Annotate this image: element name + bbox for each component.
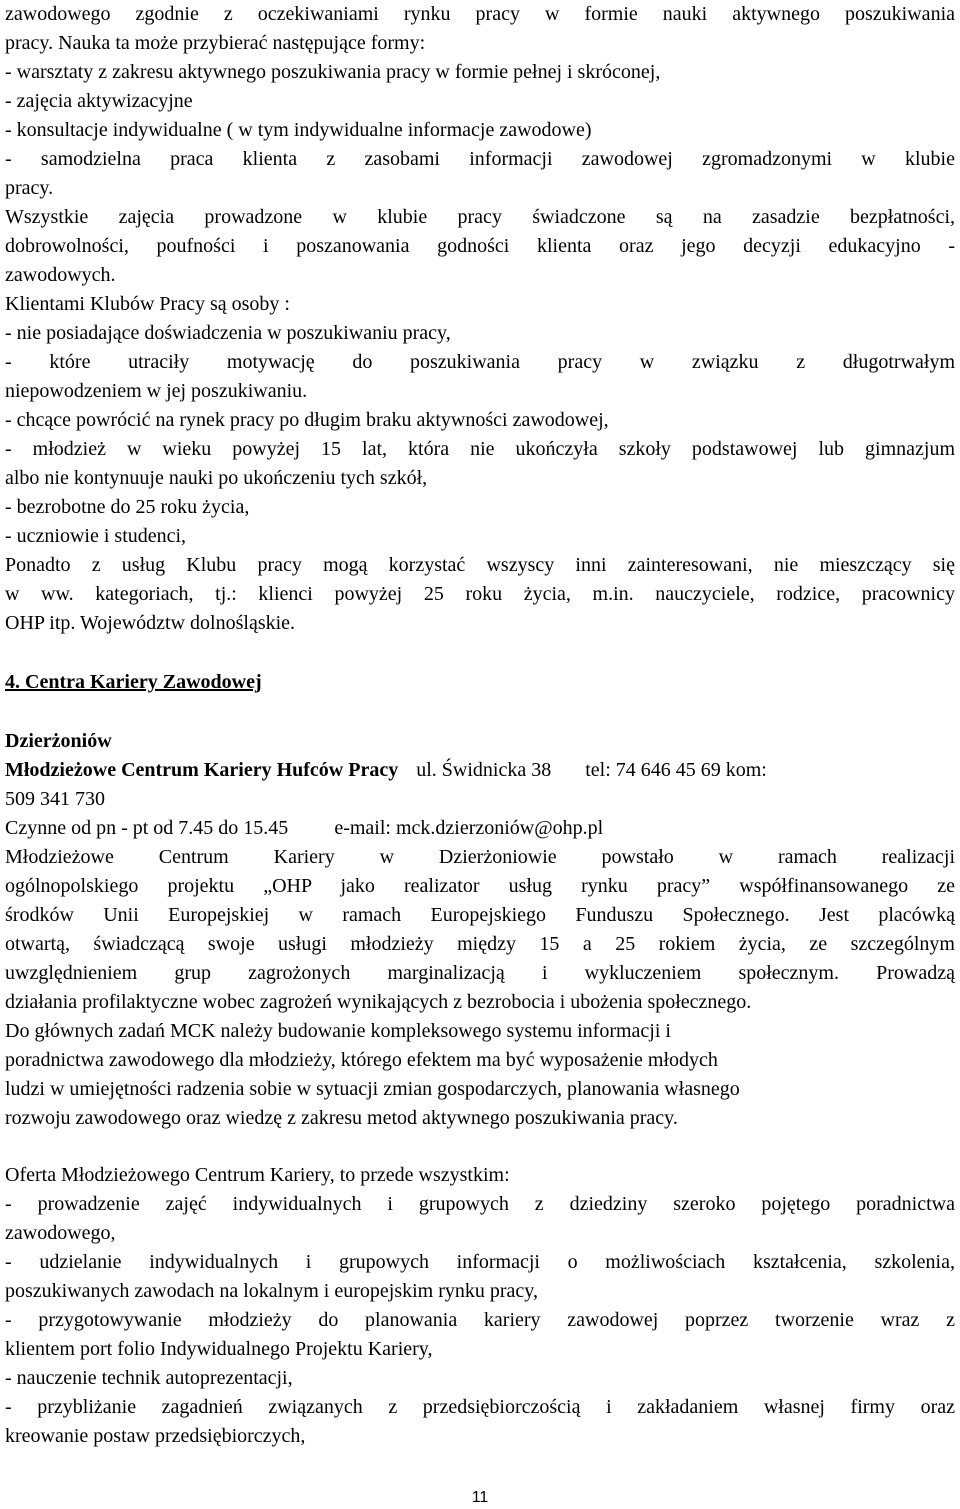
- spacer: [5, 1133, 955, 1161]
- text-line: kreowanie postaw przedsiębiorczych,: [5, 1425, 306, 1447]
- text-line: ogólnopolskiego projektu „OHP jako realizator usług rynku pracy” współfinansowanego ze: [5, 875, 955, 897]
- address: ul. Świdnicka 38: [416, 759, 552, 781]
- list-item: - udzielanie indywidualnych i grupowych informacji o możliwościach kształcenia, szkolenia,: [5, 1251, 955, 1273]
- text-line: niepowodzeniem w jej poszukiwaniu.: [5, 380, 308, 402]
- text-line: poszukiwanych zawodach na lokalnym i europejskim rynku pracy,: [5, 1280, 538, 1302]
- list-item: - bezrobotne do 25 roku życia,: [5, 496, 250, 518]
- list-item: - młodzież w wieku powyżej 15 lat, która nie ukończyła szkoły podstawowej lub gimnazjum: [5, 438, 955, 460]
- list-item: - zajęcia aktywizacyjne: [5, 90, 193, 112]
- text-line: Młodzieżowe Centrum Kariery w Dzierżoniowie powstało w ramach realizacji: [5, 846, 955, 868]
- email: e-mail: mck.dzierzoniów@ohp.pl: [334, 817, 604, 839]
- list-item: - konsultacje indywidualne ( w tym indywidualne informacje zawodowe): [5, 119, 592, 141]
- section-heading: 4. Centra Kariery Zawodowej: [5, 671, 262, 693]
- text-line: zawodowego zgodnie z oczekiwaniami rynku pracy w formie nauki aktywnego poszukiwania: [5, 3, 955, 25]
- page-number: 11: [471, 1489, 489, 1506]
- text-line: działania profilaktyczne wobec zagrożeń wynikających z bezrobocia i ubożenia społecznego.: [5, 991, 752, 1013]
- text-line: OHP itp. Województw dolnośląskie.: [5, 612, 296, 634]
- text-line: dobrowolności, poufności i poszanowania godności klienta oraz jego decyzji edukacyjno -: [5, 235, 955, 257]
- text-line: w ww. kategoriach, tj.: klienci powyżej 25 roku życia, m.in. nauczyciele, rodzice, pracownicy: [5, 583, 955, 605]
- spacer: [5, 638, 955, 668]
- text-line: Do głównych zadań MCK należy budowanie kompleksowego systemu informacji i: [5, 1020, 671, 1042]
- hours-line: [5, 814, 955, 843]
- list-item: - warsztaty z zakresu aktywnego poszukiwania pracy w formie pełnej i skróconej,: [5, 61, 661, 83]
- phone-continued: 509 341 730: [5, 788, 105, 810]
- text-line: rozwoju zawodowego oraz wiedzę z zakresu metod aktywnego poszukiwania pracy.: [5, 1107, 678, 1129]
- mck-description: [5, 843, 955, 1133]
- text-line: Ponadto z usług Klubu pracy mogą korzystać wszyscy inni zainteresowani, nie mieszczący się: [5, 554, 955, 576]
- text-line: Klientami Klubów Pracy są osoby :: [5, 293, 290, 315]
- list-item: - które utraciły motywację do poszukiwania pracy w związku z długotrwałym: [5, 351, 955, 373]
- text-line: pracy.: [5, 177, 54, 199]
- list-item: - przygotowywanie młodzieży do planowania kariery zawodowej poprzez tworzenie wraz z: [5, 1309, 955, 1331]
- list-item: - prowadzenie zajęć indywidualnych i grupowych z dziedziny szeroko pojętego poradnictwa: [5, 1193, 955, 1215]
- text-line: ludzi w umiejętności radzenia sobie w sytuacji zmian gospodarczych, planowania własnego: [5, 1078, 740, 1100]
- phone: tel: 74 646 45 69 kom:: [585, 759, 767, 781]
- contact-line: [5, 756, 955, 785]
- text-line: pracy. Nauka ta może przybierać następujące formy:: [5, 32, 426, 54]
- text-line: Wszystkie zajęcia prowadzone w klubie pracy świadczone są na zasadzie bezpłatności,: [5, 206, 955, 228]
- list-item: - chcące powrócić na rynek pracy po długim braku aktywności zawodowej,: [5, 409, 609, 431]
- clubs-paragraphs: [5, 0, 955, 638]
- text-line: otwartą, świadczącą swoje usługi młodzieży między 15 a 25 rokiem życia, ze szczególnym: [5, 933, 955, 955]
- text-line: zawodowych.: [5, 264, 116, 286]
- list-item: - nauczenie technik autoprezentacji,: [5, 1367, 293, 1389]
- organization-name: Młodzieżowe Centrum Kariery Hufców Pracy: [5, 759, 399, 781]
- opening-hours: Czynne od pn - pt od 7.45 do 15.45: [5, 817, 289, 839]
- text-line: klientem port folio Indywidualnego Projektu Kariery,: [5, 1338, 433, 1360]
- document-page: [5, 0, 955, 1451]
- list-item: - samodzielna praca klienta z zasobami informacji zawodowej zgromadzonymi w klubie: [5, 148, 955, 170]
- text-line: środków Unii Europejskiej w ramach Europejskiego Funduszu Społecznego. Jest placówką: [5, 904, 955, 926]
- list-item: - przybliżanie zagadnień związanych z przedsiębiorczością i zakładaniem własnej firmy oraz: [5, 1396, 955, 1418]
- text-line: Oferta Młodzieżowego Centrum Kariery, to przede wszystkim:: [5, 1164, 510, 1186]
- city-heading: Dzierżoniów: [5, 730, 112, 752]
- list-item: - nie posiadające doświadczenia w poszukiwaniu pracy,: [5, 322, 451, 344]
- mck-offer: [5, 1161, 955, 1451]
- text-line: zawodowego,: [5, 1222, 116, 1244]
- list-item: - uczniowie i studenci,: [5, 525, 187, 547]
- text-line: albo nie kontynuuje nauki po ukończeniu tych szkół,: [5, 467, 428, 489]
- text-line: uwzględnieniem grup zagrożonych marginalizacją i wykluczeniem społecznym. Prowadzą: [5, 962, 955, 984]
- spacer: [5, 697, 955, 727]
- text-line: poradnictwa zawodowego dla młodzieży, którego efektem ma być wyposażenie młodych: [5, 1049, 718, 1071]
